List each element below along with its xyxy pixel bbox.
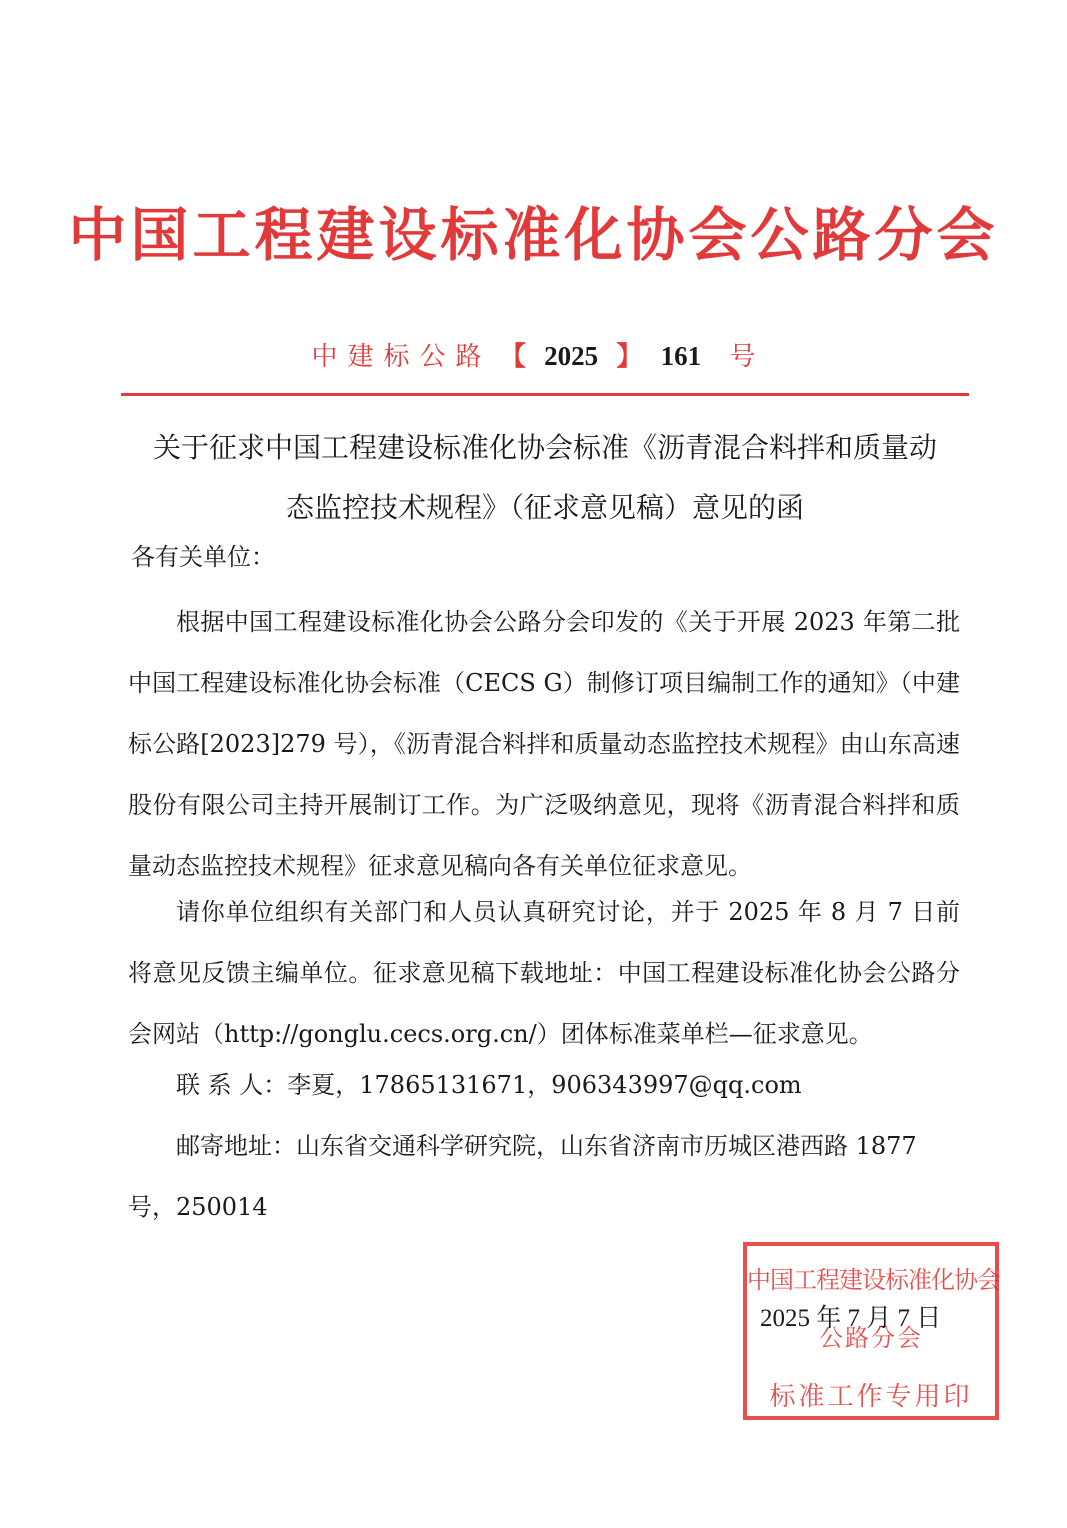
doc-number-year: 2025 <box>544 341 599 371</box>
organization-title: 中国工程建设标准化协会公路分会 <box>68 201 999 269</box>
seal-text-line-3: 标准工作专用印 <box>769 1382 973 1412</box>
document-number <box>0 336 1067 373</box>
letter-title-line-1: 关于征求中国工程建设标准化协会标准《沥青混合料拌和质量动 <box>152 431 937 464</box>
contact-line: 联 系 人：李夏，17865131671，906343997@qq.com <box>176 1071 802 1099</box>
doc-number-bracket-open: 【 <box>499 342 526 372</box>
body-paragraph-1: 根据中国工程建设标准化协会公路分会印发的《关于开展 2023 年第二批中国工程建设标准化协会标准（CECS G）制修订项目编制工作的通知》（中建标公路[2023]279 号），《沥青混合料拌和质量动态监控技术规程》由山东高速股份有限公司主持开展制订工作。为广泛吸纳意见，现将《沥青混合料拌和质量动态监控技术规程》征求意见稿向各有关单位征求意见。 <box>128 608 960 880</box>
doc-number-value: 161 <box>660 341 702 371</box>
body-paragraph-2: 请你单位组织有关部门和人员认真研究讨论，并于 2025 年 8 月 7 日前将意见反馈主编单位。征求意见稿下载地址：中国工程建设标准化协会公路分会网站（http://gonglu.cecs.org.cn/）团体标准菜单栏—征求意见。 <box>128 898 960 1048</box>
letter-title <box>100 418 990 538</box>
seal-text-line-2: 公路分会 <box>819 1324 923 1352</box>
salutation: 各有关单位： <box>131 543 275 571</box>
doc-number-suffix: 号 <box>729 342 756 372</box>
seal-text-line-1: 中国工程建设标准化协会 <box>747 1266 1000 1294</box>
address-line: 邮寄地址：山东省交通科学研究院，山东省济南市历城区港西路 1877 号，250014 <box>128 1132 917 1221</box>
header-divider <box>121 393 969 396</box>
signature-date: 2025 年 7 月 7 日 <box>760 1305 942 1332</box>
doc-number-bracket-close: 】 <box>616 342 643 372</box>
doc-number-prefix: 中建标公路 <box>311 342 492 372</box>
letter-title-line-2: 态监控技术规程》（征求意见稿）意见的函 <box>285 491 804 524</box>
